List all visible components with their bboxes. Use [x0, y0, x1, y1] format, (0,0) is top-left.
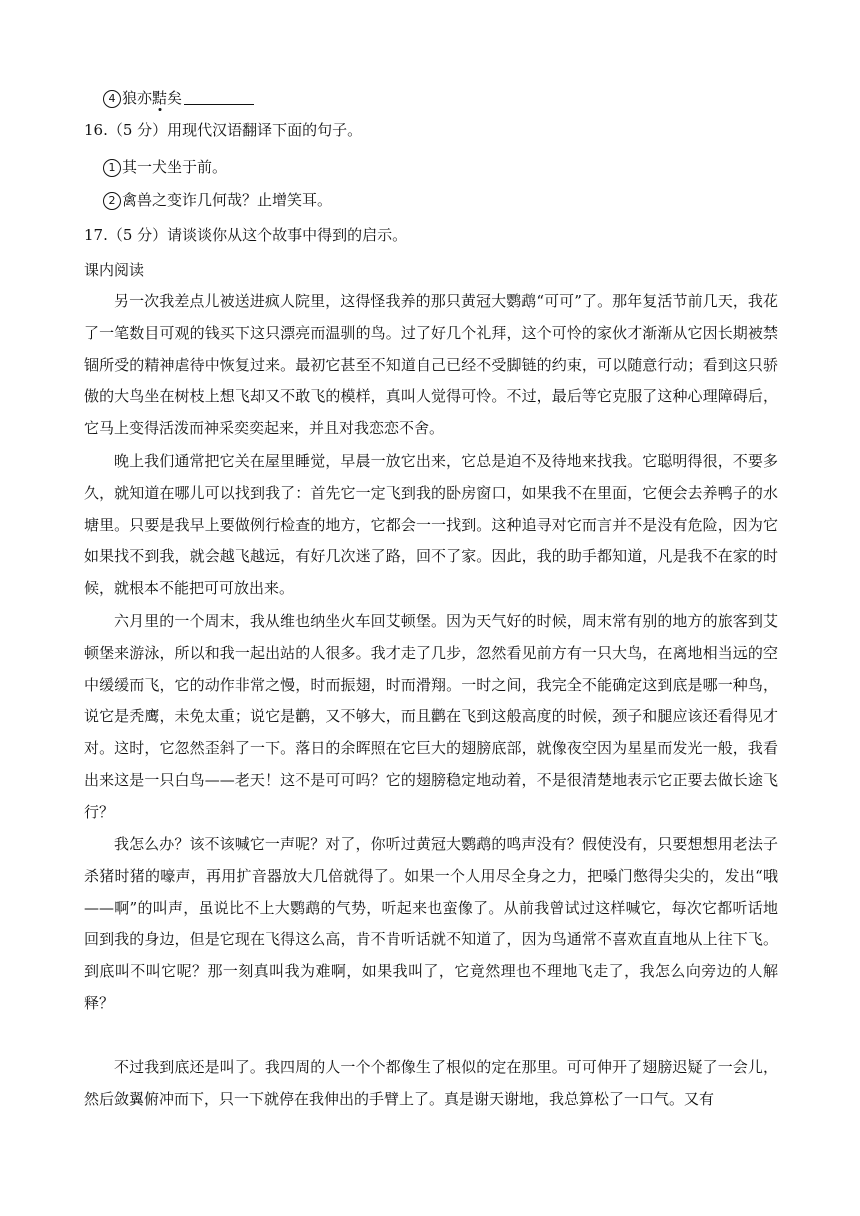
paragraph-5: 不过我到底还是叫了。我四周的人一个个都像生了根似的定在那里。可可伸开了翅膀迟疑了一会儿，然后敛翼俯冲而下，只一下就停在我伸出的手臂上了。真是谢天谢地，我总算松了一口气。又有: [84, 1058, 778, 1108]
paragraph-1: 另一次我差点儿被送进疯人院里，这得怪我养的那只黄冠大鹦鹉“可可”了。那年复活节前几天，我花了一笔数目可观的钱买下这只漂亮而温驯的鸟。过了好几个礼拜，这个可怜的家伙才渐渐从它因长期被禁锢所受的精神虐待中恢复过来。最初它甚至不知道自己已经不受脚链的约束，可以随意行动；看到这只骄傲的大鸟坐在树枝上想飞却又不敢飞的模样，真叫人觉得可怜。不过，最后等它克服了这种心理障碍后，它马上变得活泼而神采奕奕起来，并且对我恋恋不舍。: [84, 292, 778, 438]
char: 狼: [122, 89, 138, 107]
question-16-title: 16.（5 分）用现代汉语翻译下面的句子。: [84, 121, 363, 139]
paragraph-2: 晚上我们通常把它关在屋里睡觉，早晨一放它出来，它总是迫不及待地来找我。它聪明得很，不要多久，就知道在哪儿可以找到我了：首先它一定飞到我的卧房窗口，如果我不在里面，它便会去养鸭子的水塘里。只要是我早上要做例行检查的地方，它都会一一找到。这种追寻对它而言并不是没有危险，因为它如果找不到我，就会越飞越远，有好几次迷了路，回不了家。因此，我的助手都知道，凡是我不在家的时候，就根本不能把可可放出来。: [84, 452, 778, 598]
q16-item-2: [103, 190, 332, 210]
section-title: 课内阅读: [84, 261, 145, 279]
circled-number: 1: [103, 159, 121, 177]
char: 矣: [167, 89, 183, 107]
paragraph-4: 我怎么办？该不该喊它一声呢？对了，你听过黄冠大鹦鹉的鸣声没有？假使没有，只要想想用老法子杀猪时猪的嚎声，再用扩音器放大几倍就得了。如果一个人用尽全身之力，把嗓门憋得尖尖的，发出“哦——啊”的叫声，虽说比不上大鹦鹉的气势，听起来也蛮像了。从前我曾试过这样喊它，每次它都听话地回到我的身边，但是它现在飞得这么高，肯不肯听话就不知道了，因为鸟通常不喜欢直直地从上往下飞。到底叫不叫它呢？那一刻真叫我为难啊，如果我叫了，它竟然理也不理地飞走了，我怎么向旁边的人解释？: [84, 835, 778, 1012]
q16-item-2-text: 禽兽之变诈几何哉？止增笑耳。: [122, 191, 333, 209]
question-17-title: 17.（5 分）请谈谈你从这个故事中得到的启示。: [84, 226, 408, 244]
circled-number: 4: [103, 90, 121, 108]
circled-number: 2: [103, 192, 121, 210]
emphasized-char: 黠: [152, 89, 168, 107]
answer-blank[interactable]: [184, 89, 254, 105]
q15-item-4: [103, 88, 254, 108]
paragraph-3: 六月里的一个周末，我从维也纳坐火车回艾顿堡。因为天气好的时候，周末常有别的地方的旅客到艾顿堡来游泳，所以和我一起出站的人很多。我才走了几步，忽然看见前方有一只大鸟，在离地相当远的空中缓缓而飞，它的动作非常之慢，时而振翅，时而滑翔。一时之间，我完全不能确定这到底是哪一种鸟，说它是秃鹰，未免太重；说它是鹳，又不够大，而且鹳在飞到这般高度的时候，颈子和腿应该还看得见才对。这时，它忽然歪斜了一下。落日的余晖照在它巨大的翅膀底部，就像夜空因为星星而发光一般，我看出来这是一只白鸟——老天！这不是可可吗？它的翅膀稳定地动着，不是很清楚地表示它正要去做长途飞行？: [84, 612, 778, 821]
q16-item-1: [103, 157, 227, 177]
char: 亦: [137, 89, 153, 107]
q15-item-4-text: [122, 89, 182, 107]
q16-item-1-text: 其一犬坐于前。: [122, 158, 228, 176]
